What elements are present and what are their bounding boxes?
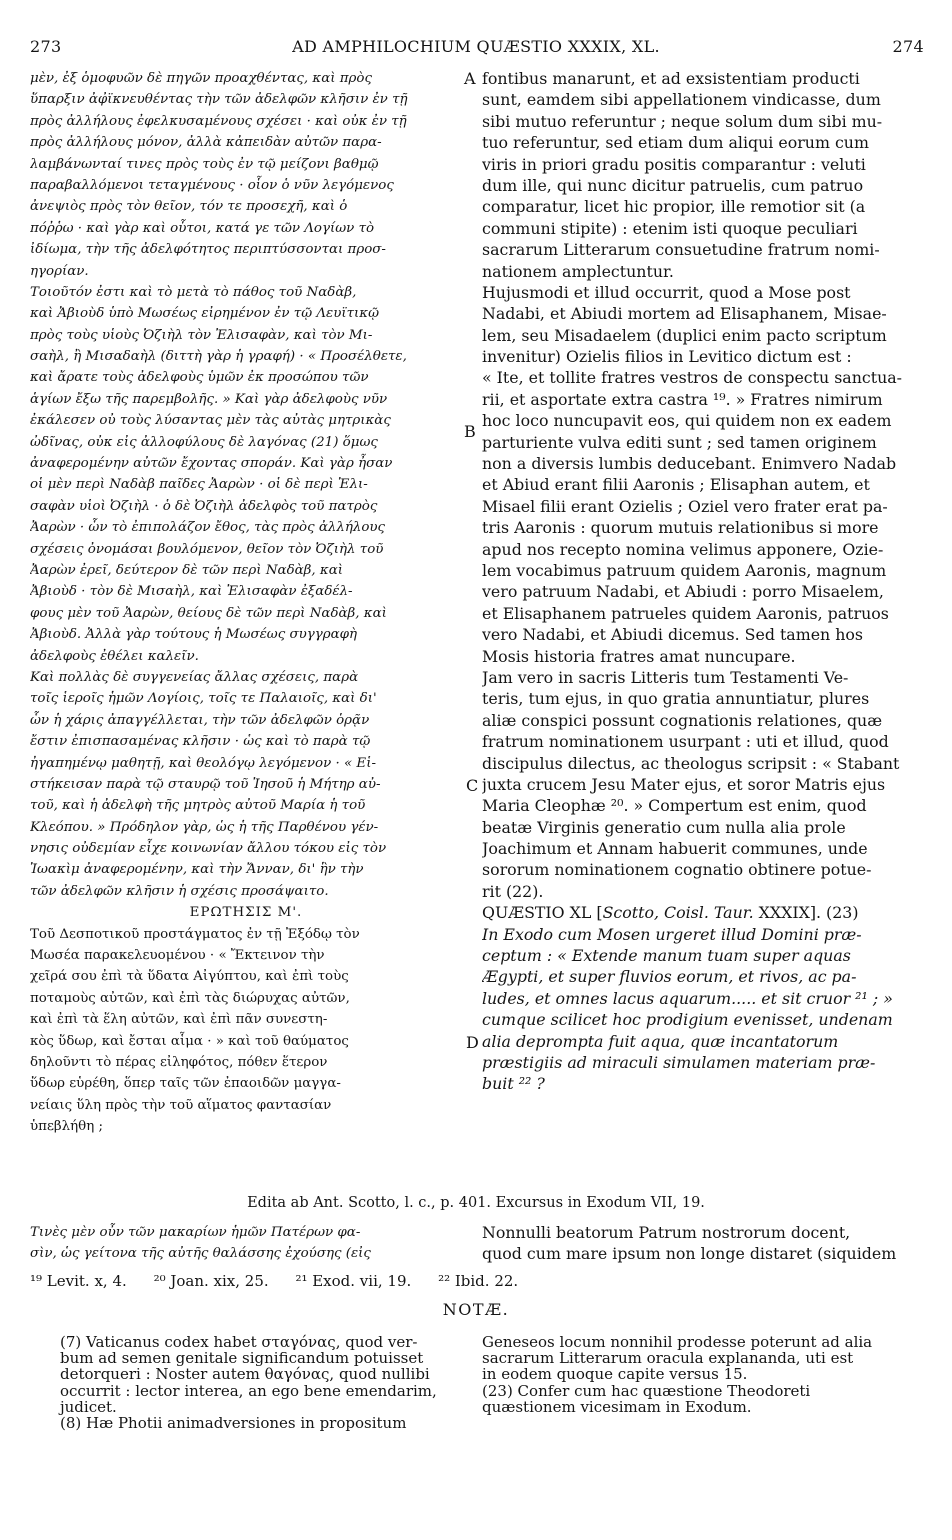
- greek-line: Ἀαρὼν · ὧν τὸ ἐπιπολάζον ἔθος, τὰς πρὸς ἀλλήλους: [30, 520, 386, 536]
- latin-line: invenitur) Ozielis filios in Levitico dictum est :: [482, 347, 852, 367]
- right-page-number: 274: [892, 37, 924, 56]
- greek-line: οἱ μὲν περὶ Ναδὰβ παῖδες Ἀαρὼν · οἱ δὲ περὶ Ἐλι-: [30, 477, 368, 493]
- latin-line: apud nos recepto nomina velimus apponere, Ozie-: [482, 539, 884, 559]
- latin-line: discipulus dilectus, ac theologus scripsit : « Stabant: [482, 753, 900, 773]
- greek-line: Τοιοῦτόν ἐστι καὶ τὸ μετὰ τὸ πάθος τοῦ Ναδὰβ,: [30, 284, 357, 300]
- latin-question-line: cumque scilicet hoc prodigium evenisset, undenam: [482, 1010, 893, 1030]
- greek-line: σχέσεις ὀνομάσαι βουλόμενον, θεῖον τὸν Ὀζιὴλ τοῦ: [30, 541, 384, 557]
- notes-left: [60, 1334, 460, 1431]
- latin-question-line: alia deprompta fuit aqua, quæ incantatorum: [482, 1031, 839, 1051]
- greek-line: ποταμοὺς αὐτῶν, καὶ ἐπὶ τὰς διώρυχας αὐτῶν,: [30, 990, 350, 1006]
- notes-right: [482, 1334, 927, 1415]
- greek-line: καὶ ἄρατε τοὺς ἀδελφοὺς ὑμῶν ἐκ προσώπου τῶν: [30, 370, 369, 386]
- latin-line: rit (22).: [482, 881, 544, 901]
- latin-line: Nadabi, et Abiudi mortem ad Elisaphanem, Misae-: [482, 304, 887, 324]
- latin-line: tris Aaronis : quorum mutuis relationibus si more: [482, 518, 879, 538]
- greek-line: ἠγαπημένῳ μαθητῇ, καὶ θεολόγῳ λεγόμενον · « Εἱ-: [30, 755, 376, 771]
- latin-line: Maria Cleophæ ²⁰. » Compertum est enim, quod: [482, 796, 867, 816]
- greek-line: σαφὰν υἱοὶ Ὀζιὴλ · ὁ δὲ Ὀζιὴλ ἀδελφὸς τοῦ πατρὸς: [30, 498, 378, 514]
- greek-line: χεῖρά σου ἐπὶ τὰ ὕδατα Αἰγύπτου, καὶ ἐπὶ τοὺς: [30, 969, 349, 985]
- margin-letter-c: C: [466, 776, 479, 795]
- latin-question-line: buit ²² ?: [482, 1074, 545, 1094]
- greek-line: ἁγίων ἔξω τῆς παρεμβολῆς. » Καὶ γὰρ ἀδελφοὺς νῦν: [30, 391, 388, 407]
- greek-line: σὶν, ὡς γείτονα τῆς αὐτῆς θαλάσσης ἐχούσης (εἰς: [30, 1246, 371, 1261]
- greek-line: ηγορίαν.: [30, 263, 89, 279]
- greek-line: πρὸς τοὺς υἱοὺς Ὀζιὴλ τὸν Ἐλισαφὰν, καὶ τὸν Μι-: [30, 327, 373, 343]
- note-line: in eodem quoque capite versus 15.: [482, 1365, 748, 1384]
- latin-question-line: ludes, et omnes lacus aquarum..... et sit cruor ²¹ ; »: [482, 988, 893, 1008]
- latin-line: hoc loco nuncupavit eos, qui quidem non ex eadem: [482, 411, 892, 431]
- latin-line: non a diversis lumbis deducebant. Enimvero Nadab: [482, 454, 897, 474]
- latin-question-line: ceptum : « Extende manum tuam super aquas: [482, 946, 851, 966]
- latin-line: vero patruum Nadabi, et Abiudi : porro Misaelem,: [482, 582, 884, 602]
- q40-title-prefix: QUÆSTIO XL [: [482, 903, 603, 923]
- greek-line: ἰδίωμα, τὴν τῆς ἀδελφότητος περιπτύσσονται προσ-: [30, 242, 386, 258]
- latin-line: sunt, eamdem sibi appellationem vindicasse, dum: [482, 90, 881, 110]
- latin-line: beatæ Virginis generatio cum nulla alia prole: [482, 817, 846, 837]
- note-line: occurrit : lector interea, an ego bene emendarim,: [60, 1381, 437, 1400]
- greek-line: Ἰωακὶμ ἀναφερομένην, καὶ τὴν Ἄνναν, δι' ἣν τὴν: [30, 862, 364, 878]
- latin-line: dum ille, qui nunc dicitur patruelis, cum patruo: [482, 175, 864, 195]
- greek-line: τοῖς ἱεροῖς ἡμῶν Λογίοις, τοῖς τε Παλαιοῖς, καὶ δι': [30, 691, 377, 707]
- greek-line: ἔστιν ἐπισπασαμένας κλῆσιν · ὡς καὶ τὸ παρὰ τῷ: [30, 734, 371, 750]
- greek-line: ἀδελφοὺς ἐθέλει καλεῖν.: [30, 648, 199, 664]
- greek-line: ὕπαρξιν ἀφ̓ϊκνευθέντας τὴν τῶν ἀδελφῶν κλῆσιν ἐν τῇ: [30, 92, 408, 108]
- greek-line: ἀναφερομένην αὐτῶν ἔχοντας σποράν. Καὶ γὰρ ἦσαν: [30, 456, 393, 472]
- greek-line: ἀνεψιὸς πρὸς τὸν θεῖον, τόν τε προσεχῆ, καὶ ὁ: [30, 199, 348, 215]
- latin-line: vero Nadabi, et Abiudi dicemus. Sed tamen hos: [482, 625, 864, 645]
- greek-line: δηλοῦντι τὸ πέρας εἰληφότος, πόθεν ἕτερον: [30, 1054, 328, 1070]
- latin-line: fratrum nominationem usurpant : uti et illud, quod: [482, 732, 889, 752]
- q40-title-sources: Scotto, Coisl. Taur.: [602, 903, 754, 923]
- greek-line: Ἀαρὼν ἐρεῖ, δεύτερον δὲ τῶν περὶ Ναδὰβ, καὶ: [30, 562, 344, 578]
- latin-line: comparatur, licet hic propior, ille remotior sit (a: [482, 197, 866, 217]
- note-line: Geneseos locum nonnihil prodesse poterunt ad alia: [482, 1333, 873, 1351]
- greek-line: πρὸς ἀλλήλους ἐφελκυσαμένους σχέσει · καὶ οὐκ ἐν τῇ: [30, 113, 407, 129]
- greek-line: τῶν ἀδελφῶν κλῆσιν ἡ σχέσις προσάψαιτο.: [30, 883, 329, 899]
- greek-line: κὸς ὕδωρ, καὶ ἔσται αἷμα · » καὶ τοῦ θαύματος: [30, 1033, 349, 1049]
- margin-letter-a: A: [464, 69, 476, 88]
- note-line: (8) Hæ Photii animadversiones in propositum: [60, 1413, 407, 1432]
- bottom-greek: [30, 1222, 371, 1264]
- edition-line: Edita ab Ant. Scotto, l. c., p. 401. Excursus in Exodum VII, 19.: [247, 1195, 705, 1211]
- latin-line: communi stipite) : etenim isti quoque peculiari: [482, 218, 858, 238]
- footnotes: [30, 1272, 540, 1290]
- latin-line: lem, seu Misadaelem (duplici enim pacto scriptum: [482, 325, 887, 345]
- greek-line: πρὸς ἀλλήλους μόνον, ἀλλὰ κἀπειδὰν αὐτῶν παρα-: [30, 135, 382, 151]
- latin-question-line: In Exodo cum Mosen urgeret illud Domini præ-: [482, 924, 862, 944]
- note-line: judicet.: [60, 1397, 117, 1416]
- greek-line: Κλεόπου. » Πρόδηλον γὰρ, ὡς ἡ τῆς Παρθένου γέν-: [30, 819, 379, 835]
- greek-line: στήκεισαν παρὰ τῷ σταυρῷ τοῦ Ἰησοῦ ἡ Μήτηρ αὐ-: [30, 776, 381, 792]
- greek-line: Ἀβιοὺδ · τὸν δὲ Μισαὴλ, καὶ Ἐλισαφὰν ἐξαδέλ-: [30, 584, 353, 600]
- latin-line: sororum nominationem cognatio obtinere potue-: [482, 860, 872, 880]
- greek-line: σαὴλ, ἢ Μισαδαὴλ (διττὴ γὰρ ἡ γραφή) · « Προσέλθετε,: [30, 349, 407, 365]
- latin-line: quod cum mare ipsum non longe distaret (siquidem: [482, 1244, 897, 1263]
- greek-line: Καὶ πολλὰς δὲ συγγενείας ἄλλας σχέσεις, παρὰ: [30, 669, 359, 685]
- greek-line: Μωσέα παρακελευομένου · « Ἔκτεινον τὴν: [30, 948, 325, 964]
- latin-line: lem vocabimus patruum quidem Aaronis, magnum: [482, 560, 887, 580]
- greek-line: ὑπεβλήθη ;: [30, 1119, 103, 1135]
- latin-line: viris in priori gradu positis comparantur : veluti: [482, 154, 866, 174]
- latin-line: et Elisaphanem patrueles quidem Aaronis, patruos: [482, 603, 889, 623]
- latin-line: juxta crucem Jesu Mater ejus, et soror Matris ejus: [482, 774, 886, 794]
- latin-line: teris, tum ejus, in quo gratia annuntiatur, plures: [482, 689, 870, 709]
- margin-letter-d: D: [466, 1033, 479, 1052]
- latin-line: aliæ conspici possunt cognationis relationes, quæ: [482, 710, 883, 730]
- greek-line: ὠδῖνας, οὐκ εἰς ἀλλοφύλους δὲ λαγόνας (21) ὅμως: [30, 434, 378, 450]
- note-line: detorqueri : Noster autem θαγόνας, quod nullibi: [60, 1365, 430, 1384]
- question-heading-greek: ΕΡΩΤΗΣΙΣ Μ'.: [189, 905, 303, 921]
- latin-question-line: præstigiis ad miraculi simulamen materiam præ-: [482, 1052, 876, 1072]
- greek-line: φους μὲν τοῦ Ἀαρὼν, θείους δὲ τῶν περὶ Ναδὰβ, καὶ: [30, 605, 387, 621]
- q40-title-suffix: XXXIX]. (23): [753, 903, 859, 923]
- latin-line: Joachimum et Annam habuerit communes, unde: [482, 839, 868, 859]
- latin-line: nationem amplectuntur.: [482, 261, 674, 281]
- greek-line: καὶ Ἀβιοὺδ ὑπὸ Μωσέως εἰρημένον ἐν τῷ Λευϊτικῷ: [30, 306, 379, 322]
- greek-line: παραβαλλόμενοι τεταγμένους · οἷον ὁ νῦν λεγόμενος: [30, 177, 394, 193]
- latin-line: et Abiud erant filii Aaronis ; Elisaphan autem, et: [482, 475, 870, 495]
- greek-line: πόῤῥω · καὶ γὰρ καὶ οὗτοι, κατά γε τῶν Λογίων τὸ: [30, 220, 375, 236]
- latin-line: fontibus manarunt, et ad exsistentiam producti: [482, 69, 860, 88]
- notae-heading: NOTÆ.: [442, 1300, 510, 1319]
- greek-line: μὲν, ἐξ ὁμοφυῶν δὲ πηγῶν προαχθέντας, καὶ πρὸς: [30, 71, 372, 86]
- margin-letter-b: B: [464, 422, 476, 441]
- left-page-number: 273: [30, 37, 62, 56]
- greek-line: ἐκάλεσεν οὐ τοὺς λύσαντας μὲν τὰς αὐτὰς μητρικὰς: [30, 413, 391, 429]
- footnote: ²² Ibid. 22.: [438, 1272, 519, 1290]
- latin-line: Hujusmodi et illud occurrit, quod a Mose post: [482, 282, 851, 302]
- latin-line: parturiente vulva editi sunt ; sed tamen originem: [482, 432, 877, 452]
- greek-line: Ἀβιοὺδ. Ἀλλὰ γὰρ τούτους ἡ Μωσέως συγγραφὴ: [30, 627, 358, 643]
- latin-line: « Ite, et tollite fratres vestros de conspectu sanctua-: [482, 368, 903, 388]
- footnote: ²¹ Exod. vii, 19.: [295, 1272, 412, 1290]
- note-line: sacrarum Litterarum oracula explananda, uti est: [482, 1349, 854, 1368]
- greek-line: ὧν ἡ χάρις ἀπαγγέλλεται, τὴν τῶν ἀδελφῶν ὁρᾷν: [30, 712, 370, 728]
- latin-line: tuo referuntur, sed etiam dum aliqui eorum cum: [482, 133, 869, 153]
- latin-line: rii, et asportate extra castra ¹⁹. » Fratres nimirum: [482, 389, 883, 409]
- note-line: quæstionem vicesimam in Exodum.: [482, 1397, 752, 1416]
- footnote: ²⁰ Joan. xix, 25.: [153, 1272, 269, 1290]
- latin-column: [482, 68, 927, 1095]
- note-line: bum ad semen genitale significandum potuisset: [60, 1349, 424, 1368]
- greek-line: τοῦ, καὶ ἡ ἀδελφὴ τῆς μητρὸς αὐτοῦ Μαρία ἡ τοῦ: [30, 798, 366, 814]
- question-heading-latin: [482, 902, 927, 923]
- latin-line: Jam vero in sacris Litteris tum Testamenti Ve-: [482, 667, 849, 687]
- latin-line: Nonnulli beatorum Patrum nostrorum docent,: [482, 1223, 851, 1242]
- footnote: ¹⁹ Levit. x, 4.: [30, 1272, 127, 1290]
- note-line: (23) Confer cum hac quæstione Theodoreti: [482, 1381, 811, 1400]
- greek-line: νείαις ὕλη πρὸς τὴν τοῦ αἵματος φαντασίαν: [30, 1097, 332, 1113]
- greek-line: λαμβάνωνταί τινες πρὸς τοὺς ἐν τῷ μείζονι βαθμῷ: [30, 156, 379, 172]
- latin-line: sacrarum Litterarum consuetudine fratrum nomi-: [482, 240, 880, 260]
- latin-question-line: Ægypti, et super fluvios eorum, et rivos, ac pa-: [482, 967, 857, 987]
- greek-line: Τινὲς μὲν οὖν τῶν μακαρίων ἡμῶν Πατέρων φα-: [30, 1225, 361, 1240]
- latin-line: sibi mutuo referuntur ; neque solum dum sibi mu-: [482, 111, 883, 131]
- greek-line: καὶ ἐπὶ τὰ ἕλη αὐτῶν, καὶ ἐπὶ πᾶν συνεστη-: [30, 1012, 328, 1028]
- latin-line: Misael filii erant Ozielis ; Oziel vero frater erat pa-: [482, 496, 888, 516]
- greek-line: νησις οὐδεμίαν εἶχε κοινωνίαν ἄλλου τόκου εἰς τὸν: [30, 841, 387, 857]
- bottom-latin: [482, 1222, 896, 1264]
- latin-line: Mosis historia fratres amat nuncupare.: [482, 646, 796, 666]
- greek-column: [30, 68, 462, 1138]
- note-line: (7) Vaticanus codex habet σταγόνας, quod ver-: [60, 1333, 418, 1351]
- greek-line: ὕδωρ εὑρέθη, ὅπερ ταῖς τῶν ἐπαοιδῶν μαγγα-: [30, 1076, 341, 1092]
- greek-line: Τοῦ Δεσποτικοῦ προστάγματος ἐν τῇ Ἐξόδῳ τὸν: [30, 926, 360, 942]
- running-title: AD AMPHILOCHIUM QUÆSTIO XXXIX, XL.: [292, 37, 660, 56]
